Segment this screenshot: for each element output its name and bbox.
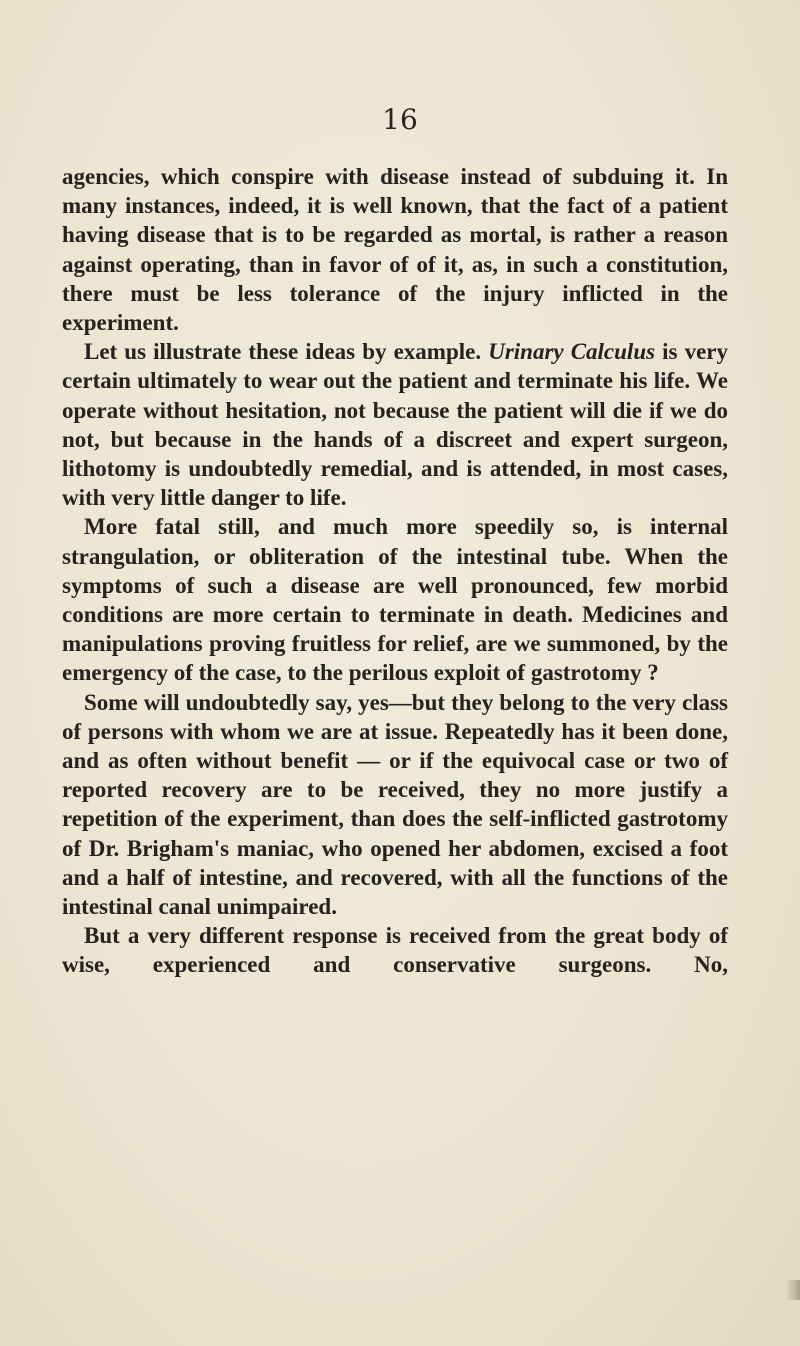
paragraph-2-rest: is very certain ultimately to wear out the patient and terminate his life. We operate without hesitation, not because the patient will die if we do not, but because in the hands of a discreet and expert surgeon, lithotomy is undoubtedly remedial, and is attended, in most cases, with very little danger to life.	[62, 339, 729, 511]
paragraph-4: Some will undoubtedly say, yes—but they belong to the very class of persons with whom we are at issue. Repeatedly has it been done, and as often without benefit — or if the equivocal case or two of reported recovery are to be received, they no more justify a repetition of the experiment, than does the self-inflicted gastrotomy of Dr. Brigham's maniac, who opened her abdomen, excised a foot and a half of intestine, and recovered, with all the functions of the intestinal canal unimpaired.	[62, 689, 728, 920]
italic-term: Urinary Calculus	[488, 339, 656, 365]
page-number: 16	[382, 103, 418, 136]
paragraph-2-lead: Let us illustrate these ideas by example.	[84, 339, 489, 365]
page-body	[62, 162, 728, 980]
paragraph-5: But a very different response is received from the great body of wise, experienced and conservative surgeons. No,	[62, 923, 728, 978]
paragraph-2	[62, 337, 728, 512]
paragraph-1: agencies, which conspire with disease instead of subduing it. In many instances, indeed, it is well known, that the fact of a patient having disease that is to be regarded as mortal, is rather a reason against operating, than in favor of of it, as, in such a constitution, there must be less tolerance of the injury inflicted in the experiment.	[62, 164, 728, 336]
paragraph-3: More fatal still, and much more speedily so, is internal strangulation, or obliteration of the intestinal tube. When the symptoms of such a disease are well pronounced, few morbid conditions are more certain to terminate in death. Medicines and manipulations proving fruitless for relief, are we summoned, by the emergency of the case, to the perilous exploit of gastrotomy ?	[62, 514, 728, 686]
page-edge-stain	[786, 1280, 800, 1300]
